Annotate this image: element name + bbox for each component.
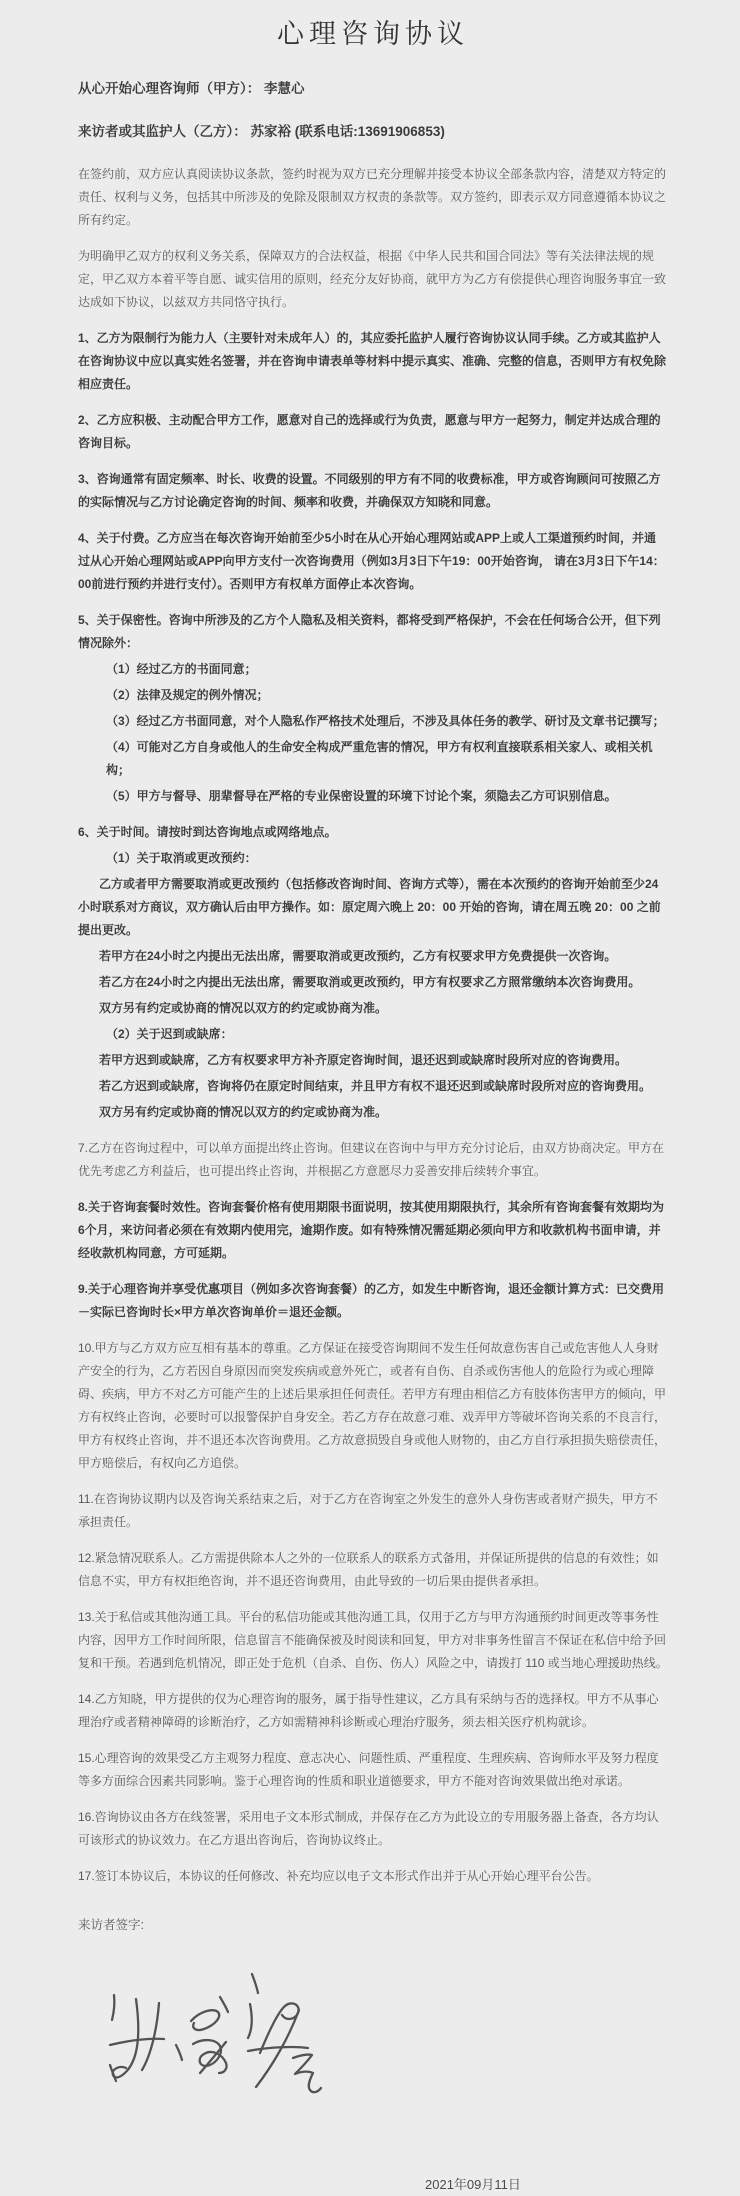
clause-8: 8.关于咨询套餐时效性。咨询套餐价格有使用期限书面说明，按其使用期限执行，其余所有咨询套餐有效期均为6个月，来访问者必须在有效期内使用完，逾期作废。如有特殊情况需延期必须向甲方和收款机构书面申请，并经收款机构同意，方可延期。 <box>78 1200 665 1260</box>
clause-6-sub-1-para-2: 若甲方在24小时之内提出无法出席，需要取消或更改预约，乙方有权要求甲方免费提供一次咨询。 <box>99 949 617 963</box>
clause-6-sub-1-para-4: 双方另有约定或协商的情况以双方的约定或协商为准。 <box>99 1001 388 1015</box>
clause-6-sub-2-para-1: 若甲方迟到或缺席，乙方有权要求甲方补齐原定咨询时间，退还迟到或缺席时段所对应的咨询费用。 <box>99 1053 628 1067</box>
clause-5-item-1: （1）经过乙方的书面同意； <box>106 662 257 676</box>
clause-9: 9.关于心理咨询并享受优惠项目（例如多次咨询套餐）的乙方，如发生中断咨询，退还金额计算方式：已交费用－实际已咨询时长×甲方单次咨询单价＝退还金额。 <box>78 1282 665 1319</box>
clause-6-sub-1-para-3: 若乙方在24小时之内提出无法出席，需要取消或更改预约，甲方有权要求乙方照常缴纳本次咨询费用。 <box>99 975 641 989</box>
party-a-line: 从心开始心理咨询师（甲方）： 李慧心 <box>78 81 305 96</box>
clause-5-item-4: （4）可能对乙方自身或他人的生命安全构成严重危害的情况，甲方有权利直接联系相关家人、或相关机构； <box>106 740 653 777</box>
party-b-line: 来访者或其监护人（乙方）： 苏家裕 (联系电话:13691906853) <box>78 124 445 139</box>
clause-12: 12.紧急情况联系人。乙方需提供除本人之外的一位联系人的联系方式备用，并保证所提供的信息的有效性；如信息不实，甲方有权拒绝咨询，并不退还咨询费用，由此导致的一切后果由提供者承担。 <box>78 1551 659 1588</box>
clause-6-sub-2-title: （2）关于迟到或缺席： <box>106 1027 233 1041</box>
clause-6: 6、关于时间。请按时到达咨询地点或网络地点。 <box>78 825 337 839</box>
clause-5-item-2: （2）法律及规定的例外情况； <box>106 688 269 702</box>
intro-paragraph-2: 为明确甲乙双方的权利义务关系，保障双方的合法权益，根据《中华人民共和国合同法》等有关法律法规的规定，甲乙双方本着平等自愿、诚实信用的原则，经充分友好协商，就甲方为乙方有偿提供心理咨询服务事宜一致达成如下协议，以兹双方共同恪守执行。 <box>78 249 667 309</box>
clause-5-block <box>78 609 668 808</box>
clause-3: 3、咨询通常有固定频率、时长、收费的设置。不同级别的甲方有不同的收费标准，甲方或咨询顾问可按照乙方的实际情况与乙方讨论确定咨询的时间、频率和收费，并确保双方知晓和同意。 <box>78 472 661 509</box>
clause-6-sub-2-para-3: 双方另有约定或协商的情况以双方的约定或协商为准。 <box>99 1105 388 1119</box>
clause-13: 13.关于私信或其他沟通工具。平台的私信功能或其他沟通工具，仅用于乙方与甲方沟通预约时间更改等事务性内容，因甲方工作时间所限，信息留言不能确保被及时阅读和回复，甲方对非事务性留言不保证在私信中给予回复和干预。若遇到危机情况，即正处于危机（自杀、自伤、伤人）风险之中，请拨打 110 或当地心理援助热线。 <box>78 1610 668 1670</box>
clause-5-item-3: （3）经过乙方书面同意，对个人隐私作严格技术处理后，不涉及具体任务的教学、研讨及文章书记撰写； <box>106 714 665 728</box>
clause-14: 14.乙方知晓，甲方提供的仅为心理咨询的服务，属于指导性建议，乙方具有采纳与否的选择权。甲方不从事心理治疗或者精神障碍的诊断治疗，乙方如需精神科诊断或心理治疗服务，须去相关医疗机构就诊。 <box>78 1692 659 1729</box>
clause-11: 11.在咨询协议期内以及咨询关系结束之后，对于乙方在咨询室之外发生的意外人身伤害或者财产损失，甲方不承担责任。 <box>78 1492 658 1529</box>
signature-date: 2021年09月11日 <box>425 2177 521 2192</box>
clause-1: 1、乙方为限制行为能力人（主要针对未成年人）的，其应委托监护人履行咨询协议认同手续。乙方或其监护人在咨询协议中应以真实姓名签署，并在咨询申请表单等材料中提示真实、准确、完整的信息，否则甲方有权免除相应责任。 <box>78 331 667 391</box>
clause-17: 17.签订本协议后，本协议的任何修改、补充均应以电子文本形式作出并于从心开始心理平台公告。 <box>78 1869 599 1883</box>
clause-2: 2、乙方应积极、主动配合甲方工作，愿意对自己的选择或行为负责，愿意与甲方一起努力，制定并达成合理的咨询目标。 <box>78 413 661 450</box>
clause-5-item-5: （5）甲方与督导、朋辈督导在严格的专业保密设置的环境下讨论个案，须隐去乙方可识别信息。 <box>106 789 617 803</box>
page-title: 心理咨询协议 <box>277 19 469 49</box>
clause-7: 7.乙方在咨询过程中，可以单方面提出终止咨询。但建议在咨询中与甲方充分讨论后，由双方协商决定。甲方在优先考虑乙方利益后，也可提出终止咨询，并根据乙方意愿尽力妥善安排后续转介事宜。 <box>78 1141 665 1178</box>
clause-4: 4、关于付费。乙方应当在每次咨询开始前至少5小时在从心开始心理网站或APP上或人工渠道预约时间，并通过从心开始心理网站或APP向甲方支付一次咨询费用（例如3月3日下午19：00开始咨询， 请在3月3日下午14：00前进行预约并进行支付）。否则甲方有权单方面停止本次咨询。 <box>78 531 665 591</box>
clause-6-sub-1-title: （1）关于取消或更改预约： <box>106 851 257 865</box>
clause-6-sub-2-para-2: 若乙方迟到或缺席，咨询将仍在原定时间结束，并且甲方有权不退还迟到或缺席时段所对应的咨询费用。 <box>99 1079 652 1093</box>
clause-6-sub-1-para-1: 乙方或者甲方需要取消或更改预约（包括修改咨询时间、咨询方式等），需在本次预约的咨询开始前至少24小时联系对方商议，双方确认后由甲方操作。如：原定周六晚上 20：00 开始的咨询，请在周五晚 20：00 之前提出更改。 <box>78 877 661 937</box>
visitor-signature-image <box>60 1959 380 2109</box>
intro-paragraph-1: 在签约前，双方应认真阅读协议条款，签约时视为双方已充分理解并接受本协议全部条款内容，清楚双方特定的责任、权利与义务，包括其中所涉及的免除及限制双方权责的条款等。双方签约，即表示双方同意遵循本协议之所有约定。 <box>78 167 667 227</box>
clause-16: 16.咨询协议由各方在线签署，采用电子文本形式制成，并保存在乙方为此设立的专用服务器上备查，各方均认可该形式的协议效力。在乙方退出咨询后，咨询协议终止。 <box>78 1810 659 1847</box>
clause-5: 5、关于保密性。咨询中所涉及的乙方个人隐私及相关资料，都将受到严格保护，不会在任何场合公开，但下列情况除外： <box>78 613 661 650</box>
clause-15: 15.心理咨询的效果受乙方主观努力程度、意志决心、问题性质、严重程度、生理疾病、咨询师水平及努力程度等多方面综合因素共同影响。鉴于心理咨询的性质和职业道德要求，甲方不能对咨询效果做出绝对承诺。 <box>78 1751 659 1788</box>
signature-label: 来访者签字: <box>78 1918 144 1932</box>
clause-6-block <box>78 821 668 1124</box>
clause-10: 10.甲方与乙方双方应互相有基本的尊重。乙方保证在接受咨询期间不发生任何故意伤害自己或危害他人人身财产安全的行为，乙方若因自身原因而突发疾病或意外死亡，或者有自伤、自杀或伤害他人的危险行为或心理障碍、疾病，甲方不对乙方可能产生的上述后果承担任何责任。若甲方有理由相信乙方有肢体伤害甲方的倾向，甲方有权终止咨询，必要时可以报警保护自身安全。若乙方存在故意刁难、戏弄甲方等破坏咨询关系的不良言行，甲方有权终止咨询，并不退还本次咨询费用。乙方故意损毁自身或他人财物的，由乙方自行承担损失赔偿责任，甲方赔偿后，有权向乙方追偿。 <box>78 1341 667 1470</box>
